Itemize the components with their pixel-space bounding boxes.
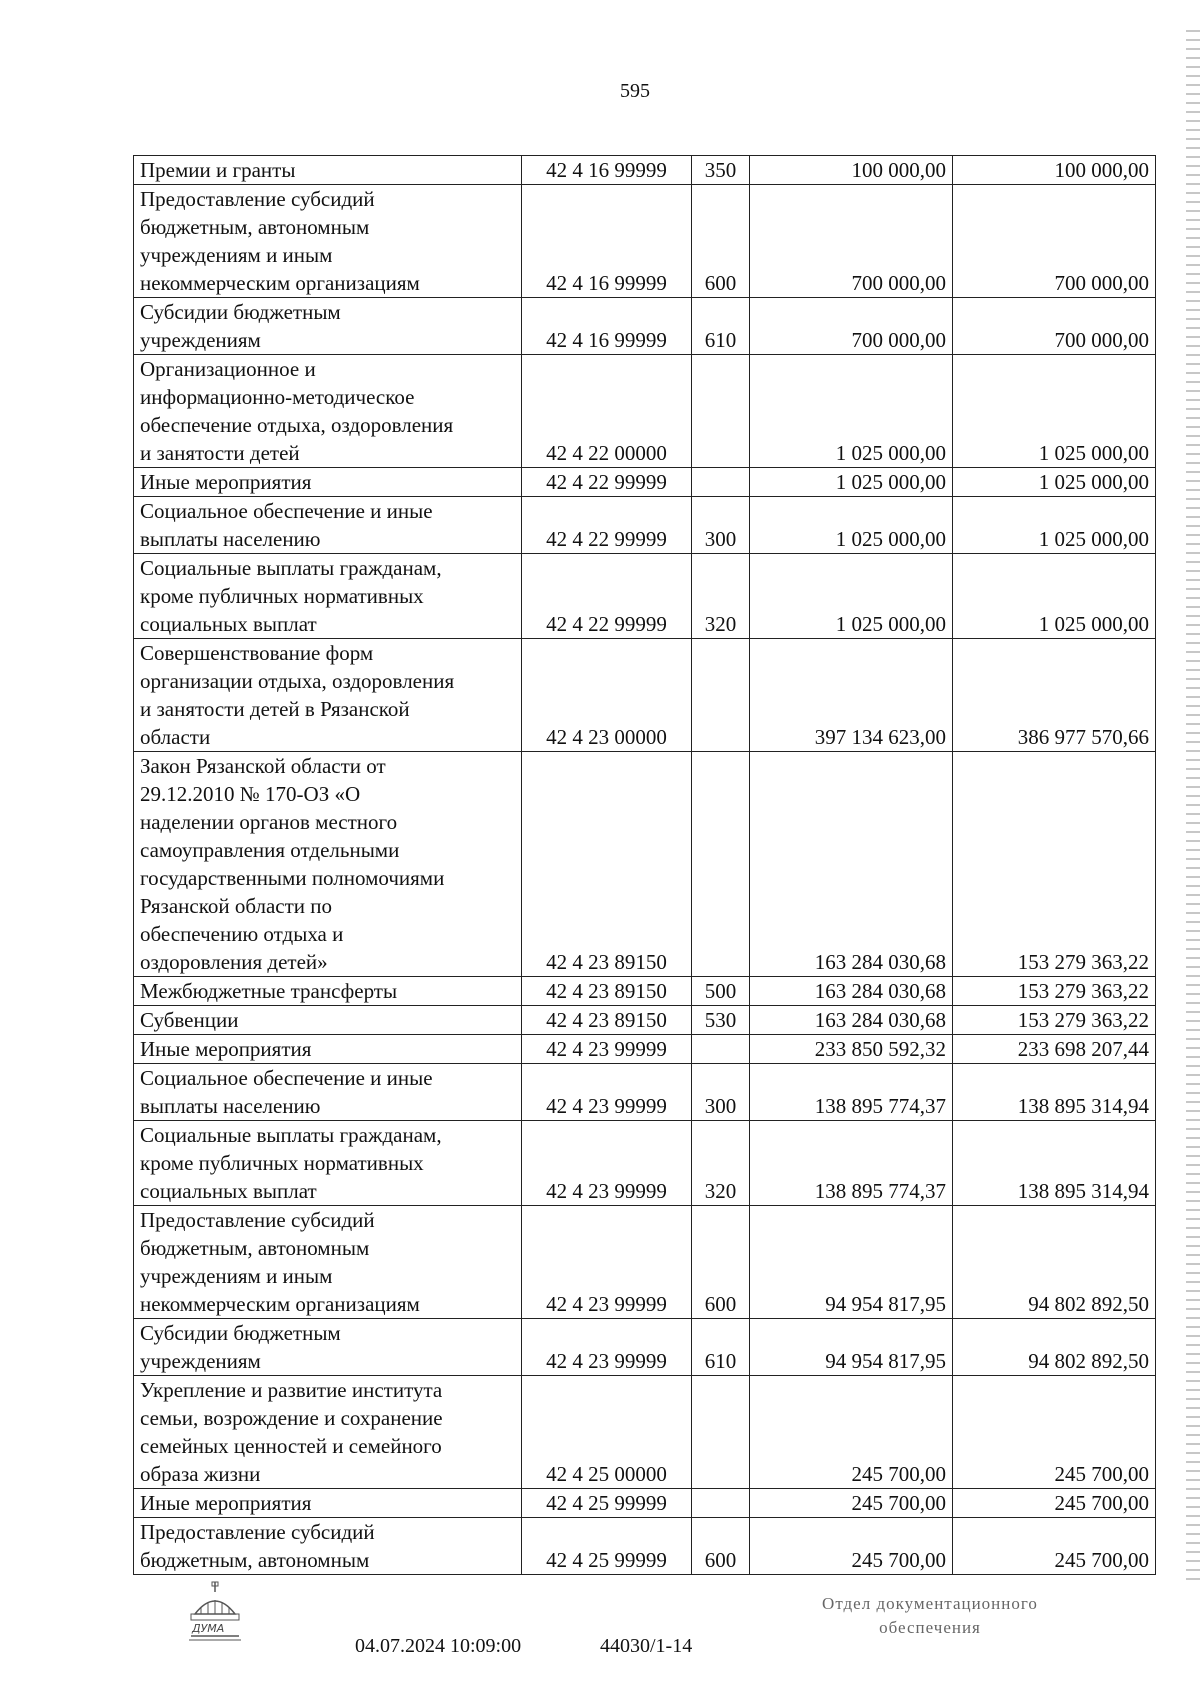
row-name-cell	[134, 977, 522, 1006]
row-code-text: 42 4 23 99999	[546, 1094, 667, 1118]
row-sum-2025-text: 700 000,00	[1054, 328, 1149, 352]
row-type-cell	[692, 156, 750, 185]
row-code-text: 42 4 22 99999	[546, 527, 667, 551]
row-name-text: Предоставление субсидий бюджетным, автономным учреждениям и иным некоммерческим организациям	[140, 1208, 420, 1316]
row-code-text: 42 4 16 99999	[546, 271, 667, 295]
table-row	[134, 1035, 1156, 1064]
row-sum-2025-text: 245 700,00	[1054, 1548, 1149, 1572]
table-row	[134, 1006, 1156, 1035]
row-sum-2025-text: 153 279 363,22	[1017, 1008, 1149, 1032]
row-sum-2025-cell	[953, 1319, 1156, 1376]
row-sum-2025-text: 245 700,00	[1054, 1491, 1149, 1515]
row-sum-2024-text: 94 954 817,95	[825, 1349, 946, 1373]
row-sum-2025-text: 386 977 570,66	[1017, 725, 1149, 749]
row-type-cell	[692, 1489, 750, 1518]
row-code-cell	[522, 1206, 692, 1319]
table-row	[134, 298, 1156, 355]
row-type-cell	[692, 1376, 750, 1489]
row-name-text: Иные мероприятия	[140, 1491, 312, 1515]
row-name-text: Организационное и информационно-методическое обеспечение отдыха, оздоровления и занятости детей	[140, 357, 454, 465]
row-sum-2024-cell	[750, 468, 953, 497]
row-sum-2024-text: 397 134 623,00	[814, 725, 946, 749]
row-name-cell	[134, 1319, 522, 1376]
row-type-cell	[692, 1006, 750, 1035]
row-code-text: 42 4 23 99999	[546, 1292, 667, 1316]
row-name-text: Укрепление и развитие института семьи, возрождение и сохранение семейных ценностей и семейного образа жизни	[140, 1378, 443, 1486]
row-code-cell	[522, 1489, 692, 1518]
scan-edge-marks	[1186, 30, 1200, 1580]
row-sum-2025-cell	[953, 355, 1156, 468]
row-type-text: 530	[704, 1008, 737, 1032]
table-row	[134, 554, 1156, 639]
row-code-cell	[522, 355, 692, 468]
row-code-cell	[522, 1121, 692, 1206]
row-name-text: Иные мероприятия	[140, 1037, 312, 1061]
row-type-text: 320	[704, 1179, 737, 1203]
row-sum-2025-cell	[953, 554, 1156, 639]
row-code-cell	[522, 156, 692, 185]
row-code-cell	[522, 752, 692, 977]
row-type-cell	[692, 185, 750, 298]
row-sum-2024-text: 1 025 000,00	[835, 527, 946, 551]
row-name-text: Социальное обеспечение и иные выплаты населению	[140, 499, 433, 551]
row-type-text: 300	[704, 527, 737, 551]
row-sum-2025-cell	[953, 185, 1156, 298]
row-sum-2024-text: 233 850 592,32	[814, 1037, 946, 1061]
row-name-text: Закон Рязанской области от 29.12.2010 № 170-ОЗ «О наделении органов местного самоуправления отдельными государственными полномочиями Рязанской области по обеспечению отдыха и оздоровления детей»	[140, 754, 445, 974]
row-name-text: Субсидии бюджетным учреждениям	[140, 1321, 341, 1373]
row-code-cell	[522, 1518, 692, 1575]
table-row	[134, 1319, 1156, 1376]
row-sum-2025-cell	[953, 1489, 1156, 1518]
duma-logo-text: ДУМА	[192, 1622, 225, 1635]
row-code-cell	[522, 554, 692, 639]
row-type-cell	[692, 468, 750, 497]
footer-doc-number: 44030/1-14	[600, 1635, 693, 1657]
row-code-cell	[522, 1064, 692, 1121]
row-name-cell	[134, 355, 522, 468]
budget-table-body	[134, 156, 1156, 1575]
row-sum-2024-cell	[750, 1064, 953, 1121]
table-row	[134, 355, 1156, 468]
row-name-cell	[134, 1489, 522, 1518]
row-sum-2024-cell	[750, 1121, 953, 1206]
row-type-cell	[692, 977, 750, 1006]
row-sum-2025-text: 100 000,00	[1054, 158, 1149, 182]
row-code-cell	[522, 1376, 692, 1489]
row-type-cell	[692, 1064, 750, 1121]
duma-building-icon	[185, 1580, 245, 1650]
row-sum-2025-cell	[953, 977, 1156, 1006]
row-code-text: 42 4 23 89150	[546, 1008, 667, 1032]
row-sum-2024-cell	[750, 355, 953, 468]
row-code-cell	[522, 977, 692, 1006]
row-name-cell	[134, 185, 522, 298]
row-code-cell	[522, 298, 692, 355]
row-sum-2024-text: 163 284 030,68	[814, 979, 946, 1003]
table-row	[134, 1064, 1156, 1121]
row-sum-2024-text: 100 000,00	[851, 158, 946, 182]
row-name-text: Межбюджетные трансферты	[140, 979, 398, 1003]
row-name-cell	[134, 1376, 522, 1489]
row-sum-2024-cell	[750, 554, 953, 639]
row-type-text: 610	[704, 328, 737, 352]
row-code-cell	[522, 497, 692, 554]
row-name-text: Предоставление субсидий бюджетным, автономным учреждениям и иным некоммерческим организациям	[140, 187, 420, 295]
row-sum-2024-cell	[750, 1319, 953, 1376]
row-name-cell	[134, 497, 522, 554]
row-type-text: 300	[704, 1094, 737, 1118]
row-sum-2024-cell	[750, 1489, 953, 1518]
row-code-cell	[522, 639, 692, 752]
row-code-text: 42 4 23 99999	[546, 1349, 667, 1373]
table-row	[134, 468, 1156, 497]
row-name-text: Субвенции	[140, 1008, 239, 1032]
footer-datetime: 04.07.2024 10:09:00	[355, 1635, 522, 1657]
row-sum-2025-cell	[953, 1035, 1156, 1064]
row-code-cell	[522, 1035, 692, 1064]
row-type-text: 610	[704, 1349, 737, 1373]
row-type-cell	[692, 1206, 750, 1319]
row-name-cell	[134, 156, 522, 185]
page-number: 595	[620, 80, 650, 102]
row-code-text: 42 4 23 00000	[546, 725, 667, 749]
row-type-cell	[692, 1319, 750, 1376]
row-name-cell	[134, 554, 522, 639]
row-sum-2025-cell	[953, 752, 1156, 977]
row-sum-2024-text: 700 000,00	[851, 328, 946, 352]
row-sum-2024-text: 1 025 000,00	[835, 441, 946, 465]
row-name-cell	[134, 298, 522, 355]
row-sum-2025-text: 153 279 363,22	[1017, 950, 1149, 974]
table-row	[134, 977, 1156, 1006]
table-row	[134, 1121, 1156, 1206]
budget-table	[133, 155, 1156, 1575]
row-sum-2024-cell	[750, 1376, 953, 1489]
row-type-cell	[692, 1121, 750, 1206]
row-name-cell	[134, 1206, 522, 1319]
duma-logo	[185, 1580, 245, 1650]
row-sum-2025-text: 245 700,00	[1054, 1462, 1149, 1486]
row-code-text: 42 4 25 99999	[546, 1491, 667, 1515]
department-stamp-line1: Отдел документационного	[822, 1594, 1038, 1613]
row-type-text: 500	[704, 979, 737, 1003]
row-name-cell	[134, 752, 522, 977]
row-sum-2024-text: 245 700,00	[851, 1462, 946, 1486]
row-sum-2024-cell	[750, 1035, 953, 1064]
row-sum-2024-cell	[750, 298, 953, 355]
row-sum-2025-text: 1 025 000,00	[1038, 441, 1149, 465]
row-sum-2024-text: 163 284 030,68	[814, 950, 946, 974]
row-type-cell	[692, 355, 750, 468]
row-type-text: 600	[704, 1548, 737, 1572]
row-name-text: Субсидии бюджетным учреждениям	[140, 300, 341, 352]
row-sum-2024-text: 94 954 817,95	[825, 1292, 946, 1316]
row-sum-2025-cell	[953, 1206, 1156, 1319]
row-code-cell	[522, 1319, 692, 1376]
row-type-text: 320	[704, 612, 737, 636]
row-sum-2024-cell	[750, 1518, 953, 1575]
row-code-text: 42 4 25 00000	[546, 1462, 667, 1486]
row-sum-2024-text: 245 700,00	[851, 1491, 946, 1515]
row-sum-2024-text: 245 700,00	[851, 1548, 946, 1572]
table-row	[134, 1376, 1156, 1489]
row-type-cell	[692, 497, 750, 554]
row-sum-2025-text: 153 279 363,22	[1017, 979, 1149, 1003]
row-name-text: Социальные выплаты гражданам, кроме публичных нормативных социальных выплат	[140, 1123, 442, 1203]
row-type-text: 350	[704, 158, 737, 182]
row-code-text: 42 4 23 99999	[546, 1179, 667, 1203]
row-sum-2025-cell	[953, 1006, 1156, 1035]
row-sum-2025-cell	[953, 639, 1156, 752]
row-sum-2025-text: 94 802 892,50	[1028, 1292, 1149, 1316]
row-sum-2025-cell	[953, 1518, 1156, 1575]
row-sum-2025-text: 1 025 000,00	[1038, 470, 1149, 494]
row-code-text: 42 4 23 89150	[546, 950, 667, 974]
table-row	[134, 1489, 1156, 1518]
row-sum-2025-cell	[953, 468, 1156, 497]
row-sum-2025-cell	[953, 1121, 1156, 1206]
row-name-text: Социальное обеспечение и иные выплаты населению	[140, 1066, 433, 1118]
row-type-text: 600	[704, 271, 737, 295]
row-sum-2024-cell	[750, 639, 953, 752]
row-name-cell	[134, 639, 522, 752]
table-row	[134, 185, 1156, 298]
row-type-cell	[692, 1518, 750, 1575]
row-sum-2024-cell	[750, 156, 953, 185]
row-name-cell	[134, 1035, 522, 1064]
row-name-cell	[134, 1121, 522, 1206]
row-type-text: 600	[704, 1292, 737, 1316]
row-code-text: 42 4 16 99999	[546, 158, 667, 182]
row-sum-2025-text: 138 895 314,94	[1017, 1094, 1149, 1118]
row-sum-2025-text: 700 000,00	[1054, 271, 1149, 295]
row-name-text: Совершенствование форм организации отдыха, оздоровления и занятости детей в Рязанской области	[140, 641, 455, 749]
row-code-text: 42 4 22 00000	[546, 441, 667, 465]
table-row	[134, 1518, 1156, 1575]
row-code-text: 42 4 23 89150	[546, 979, 667, 1003]
row-name-text: Премии и гранты	[140, 158, 296, 182]
row-name-cell	[134, 468, 522, 497]
table-row	[134, 497, 1156, 554]
row-code-text: 42 4 22 99999	[546, 612, 667, 636]
table-row	[134, 156, 1156, 185]
row-sum-2025-text: 94 802 892,50	[1028, 1349, 1149, 1373]
department-stamp	[780, 1592, 1080, 1640]
row-sum-2025-cell	[953, 1376, 1156, 1489]
row-code-text: 42 4 25 99999	[546, 1548, 667, 1572]
row-sum-2024-text: 700 000,00	[851, 271, 946, 295]
row-code-cell	[522, 1006, 692, 1035]
row-sum-2025-text: 1 025 000,00	[1038, 612, 1149, 636]
row-sum-2024-cell	[750, 1006, 953, 1035]
row-sum-2024-text: 163 284 030,68	[814, 1008, 946, 1032]
row-name-cell	[134, 1518, 522, 1575]
row-sum-2024-text: 1 025 000,00	[835, 470, 946, 494]
row-sum-2024-cell	[750, 1206, 953, 1319]
row-code-text: 42 4 23 99999	[546, 1037, 667, 1061]
row-code-cell	[522, 185, 692, 298]
row-type-cell	[692, 639, 750, 752]
row-code-cell	[522, 468, 692, 497]
department-stamp-line2: обеспечения	[879, 1618, 981, 1637]
row-type-cell	[692, 554, 750, 639]
row-type-cell	[692, 1035, 750, 1064]
row-sum-2025-cell	[953, 1064, 1156, 1121]
row-sum-2025-cell	[953, 497, 1156, 554]
row-sum-2025-text: 1 025 000,00	[1038, 527, 1149, 551]
row-sum-2024-cell	[750, 752, 953, 977]
row-type-cell	[692, 752, 750, 977]
row-sum-2025-cell	[953, 298, 1156, 355]
row-name-cell	[134, 1064, 522, 1121]
row-code-text: 42 4 16 99999	[546, 328, 667, 352]
row-sum-2024-text: 138 895 774,37	[814, 1094, 946, 1118]
row-name-text: Иные мероприятия	[140, 470, 312, 494]
row-sum-2025-text: 138 895 314,94	[1017, 1179, 1149, 1203]
row-sum-2025-cell	[953, 156, 1156, 185]
row-name-text: Предоставление субсидий бюджетным, автономным	[140, 1520, 375, 1572]
row-sum-2024-text: 138 895 774,37	[814, 1179, 946, 1203]
table-row	[134, 1206, 1156, 1319]
row-sum-2024-cell	[750, 497, 953, 554]
row-sum-2024-text: 1 025 000,00	[835, 612, 946, 636]
table-row	[134, 752, 1156, 977]
row-sum-2025-text: 233 698 207,44	[1017, 1037, 1149, 1061]
row-sum-2024-cell	[750, 185, 953, 298]
row-name-cell	[134, 1006, 522, 1035]
row-name-text: Социальные выплаты гражданам, кроме публичных нормативных социальных выплат	[140, 556, 442, 636]
row-sum-2024-cell	[750, 977, 953, 1006]
row-type-cell	[692, 298, 750, 355]
row-code-text: 42 4 22 99999	[546, 470, 667, 494]
table-row	[134, 639, 1156, 752]
